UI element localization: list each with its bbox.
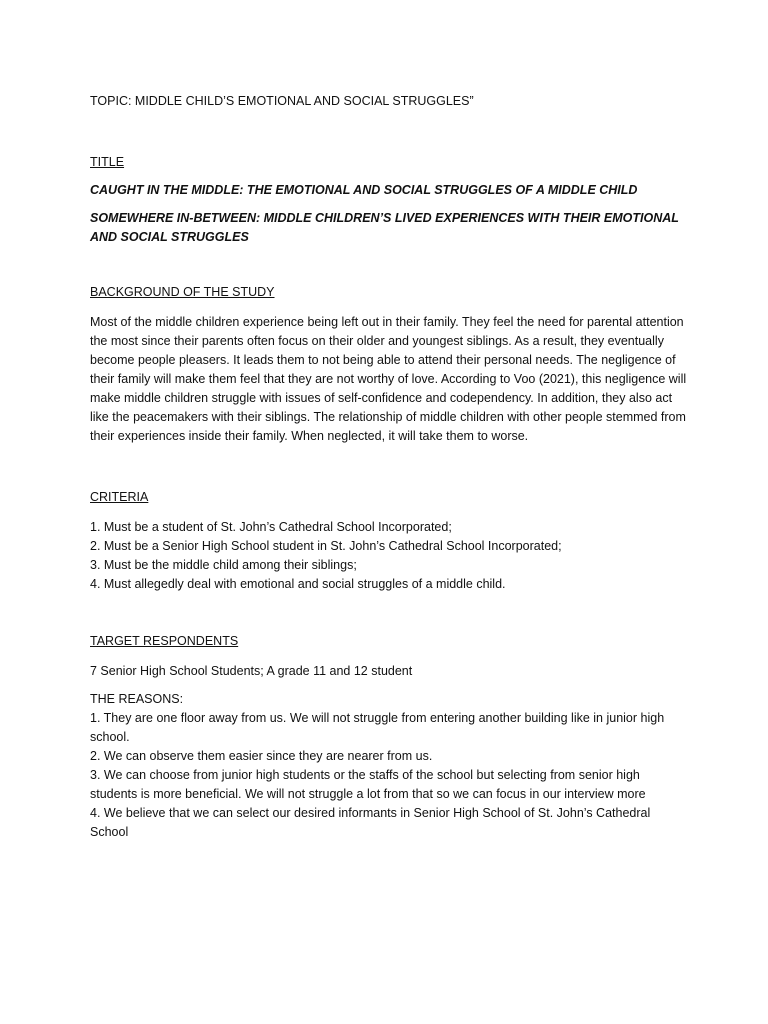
reason-item: 4. We believe that we can select our desired informants in Senior High School of St. John’s Cathedral School [90,806,651,839]
criteria-list [90,518,690,594]
criteria-item: 3. Must be the middle child among their siblings; [90,558,357,572]
reason-item: 2. We can observe them easier since they are nearer from us. [90,749,433,763]
topic-line: TOPIC: MIDDLE CHILD’S EMOTIONAL AND SOCIAL STRUGGLES” [90,94,474,108]
reason-item: 3. We can choose from junior high students or the staffs of the school but selecting from senior high students is more beneficial. We will not struggle a lot from that so we can focus in our interview more [90,768,646,801]
target-respondents-line: 7 Senior High School Students; A grade 11 and 12 student [90,664,413,678]
target-respondents-heading: TARGET RESPONDENTS [90,634,239,648]
reason-item: 1. They are one floor away from us. We will not struggle from entering another building like in junior high school. [90,711,665,744]
title-option-1: CAUGHT IN THE MIDDLE: THE EMOTIONAL AND SOCIAL STRUGGLES OF A MIDDLE CHILD [90,183,638,197]
criteria-item: 1. Must be a student of St. John’s Cathedral School Incorporated; [90,520,452,534]
reasons-heading: THE REASONS: [90,692,184,706]
background-paragraph: Most of the middle children experience being left out in their family. They feel the need for parental attention the most since their parents often focus on their older and youngest siblings. As a result, they eventually become people pleasers. It leads them to not being able to attend their personal needs. The negligence of their family will make them feel that they are not worthy of love. According to Voo (2021), this negligence will make middle children struggle with issues of self-confidence and codependency. In addition, they also act like the peacemakers with their siblings. The relationship of middle children with other people stemmed from their experiences inside their family. When neglected, it will take them to worse. [90,315,687,443]
title-heading: TITLE [90,155,125,169]
background-heading: BACKGROUND OF THE STUDY [90,285,275,299]
reasons-list [90,709,690,842]
criteria-item: 4. Must allegedly deal with emotional and social struggles of a middle child. [90,577,506,591]
document-page [90,92,690,842]
criteria-item: 2. Must be a Senior High School student in St. John’s Cathedral School Incorporated; [90,539,562,553]
title-option-2: SOMEWHERE IN-BETWEEN: MIDDLE CHILDREN’S LIVED EXPERIENCES WITH THEIR EMOTIONAL AND SOCIAL STRUGGLES [90,211,679,244]
criteria-heading: CRITERIA [90,490,149,504]
